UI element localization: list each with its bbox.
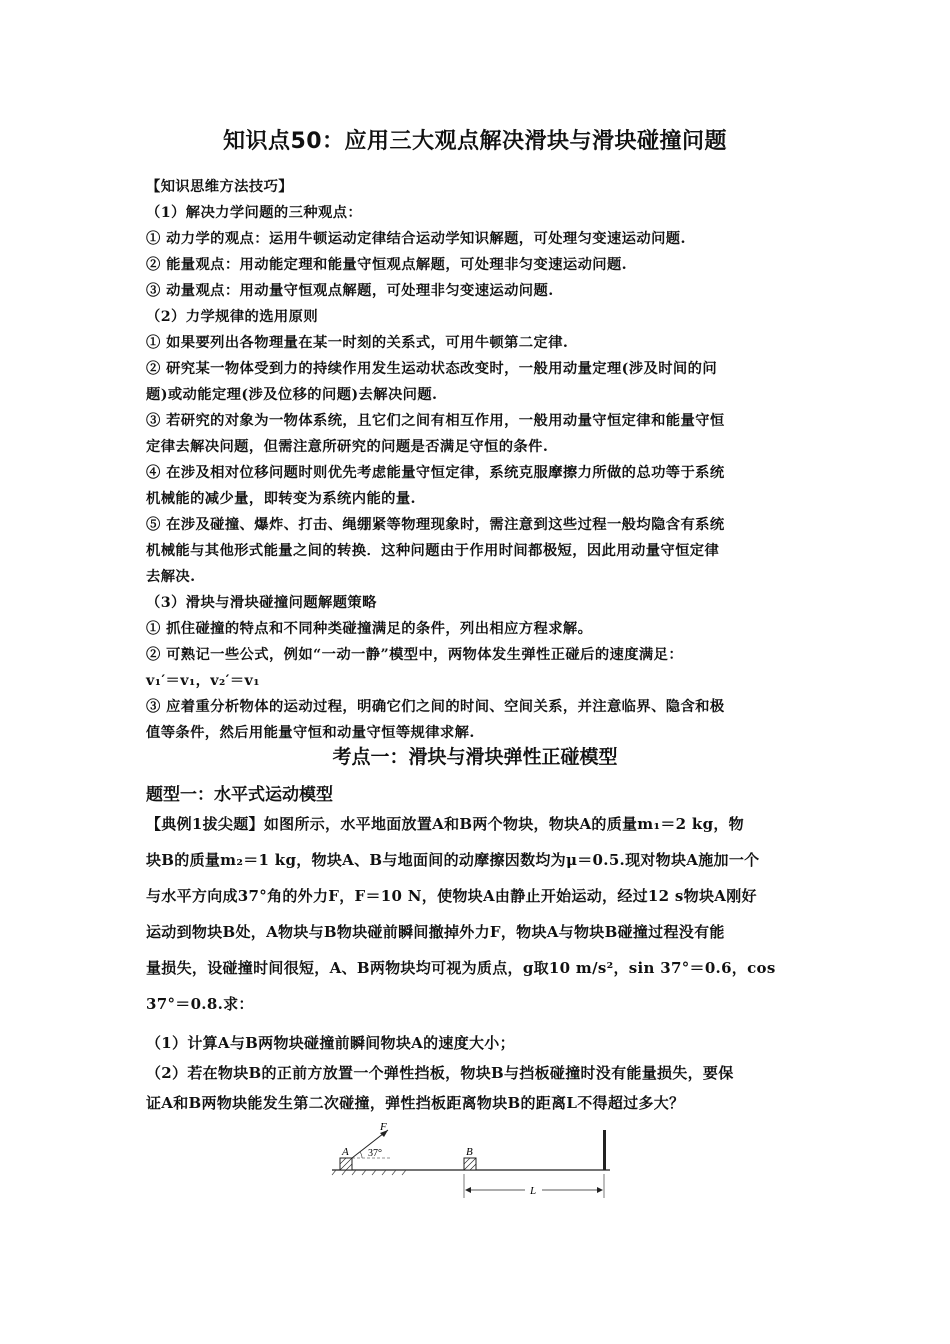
- p2-line: ③ 若研究的对象为一物体系统，且它们之间有相互作用，一般用动量守恒定律和能量守恒: [146, 413, 725, 429]
- dim-arrow-left: [465, 1187, 471, 1193]
- physics-figure: [330, 1120, 620, 1206]
- block-b: [464, 1158, 476, 1170]
- subsection-title: 题型一：水平式运动模型: [146, 785, 333, 805]
- example-line: 与水平方向成37°角的外力F，F＝10 N，使物块A由静止开始运动，经过12 s物块A刚好: [146, 887, 757, 905]
- example-line: 块B的质量m₂＝1 kg，物块A、B与地面间的动摩擦因数均为μ＝0.5.现对物块A施加一个: [146, 851, 760, 869]
- knowledge-block: [146, 174, 806, 746]
- p2-line: 去解决.: [146, 569, 196, 585]
- elastic-barrier: [603, 1130, 606, 1170]
- example-line: 【典例1拔尖题】如图所示，水平地面放置A和B两个物块，物块A的质量m₁＝2 kg，物: [146, 815, 744, 833]
- p3-line: ③ 应着重分析物体的运动过程，明确它们之间的时间、空间关系，并注意临界、隐含和极: [146, 699, 725, 715]
- label-a: A: [342, 1146, 349, 1158]
- question-line: （1）计算A与B两物块碰撞前瞬间物块A的速度大小；: [146, 1034, 515, 1052]
- question-line: 证A和B两物块能发生第二次碰撞，弹性挡板距离物块B的距离L不得超过多大？: [146, 1094, 685, 1112]
- label-l: L: [530, 1185, 537, 1197]
- page-title: 知识点50：应用三大观点解决滑块与滑块碰撞问题: [222, 129, 728, 154]
- p2-line: 机械能与其他形式能量之间的转换．这种问题由于作用时间都极短，因此用动量守恒定律: [146, 543, 720, 559]
- angle-arc: [360, 1152, 362, 1158]
- p3-line: ① 抓住碰撞的特点和不同种类碰撞满足的条件，列出相应方程求解。: [146, 621, 593, 637]
- p3-line: 值等条件，然后用能量守恒和动量守恒等规律求解.: [146, 725, 475, 741]
- p2-line: ⑤ 在涉及碰撞、爆炸、打击、绳绷紧等物理现象时，需注意到这些过程一般均隐含有系统: [146, 517, 725, 533]
- knowledge-heading: 【知识思维方法技巧】: [146, 179, 293, 195]
- p2-line: 定律去解决问题，但需注意所研究的问题是否满足守恒的条件.: [146, 439, 549, 455]
- p2-line: 题)或动能定理(涉及位移的问题)去解决问题.: [146, 387, 438, 403]
- p1-title: （1）解决力学问题的三种观点：: [146, 205, 363, 221]
- label-angle: 37°: [368, 1148, 382, 1159]
- block-a: [340, 1158, 352, 1170]
- p1-item: ③ 动量观点：用动量守恒观点解题，可处理非匀变速运动问题.: [146, 283, 554, 299]
- example-line: 37°＝0.8.求：: [146, 995, 254, 1013]
- question-line: （2）若在物块B的正前方放置一个弹性挡板，物块B与挡板碰撞时没有能量损失，要保: [146, 1064, 734, 1082]
- example-paragraph: [146, 806, 806, 1022]
- label-b: B: [466, 1146, 473, 1158]
- p2-line: ① 如果要列出各物理量在某一时刻的关系式，可用牛顿第二定律.: [146, 335, 569, 351]
- p1-item: ② 能量观点：用动能定理和能量守恒观点解题，可处理非匀变速运动问题.: [146, 257, 628, 273]
- section-title: 考点一：滑块与滑块弹性正碰模型: [332, 746, 618, 768]
- ground-hatch: [332, 1170, 406, 1175]
- p2-line: ② 研究某一物体受到力的持续作用发生运动状态改变时，一般用动量定理(涉及时间的问: [146, 361, 718, 377]
- dim-arrow-right: [597, 1187, 603, 1193]
- p3-line: v₁′＝v₁，v₂′＝v₁: [146, 673, 260, 689]
- questions: [146, 1028, 806, 1118]
- example-line: 运动到物块B处，A物块与B物块碰前瞬间撤掉外力F，物块A与物块B碰撞过程没有能: [146, 923, 725, 941]
- example-line: 量损失，设碰撞时间很短，A、B两物块均可视为质点，g取10 m/s²，sin 37°＝0.6，cos: [146, 959, 776, 977]
- p1-item: ① 动力学的观点：运用牛顿运动定律结合运动学知识解题，可处理匀变速运动问题.: [146, 231, 686, 247]
- p3-title: （3）滑块与滑块碰撞问题解题策略: [146, 595, 377, 611]
- p3-line: ② 可熟记一些公式，例如“一动一静”模型中，两物体发生弹性正碰后的速度满足：: [146, 647, 684, 663]
- p2-line: 机械能的减少量，即转变为系统内能的量.: [146, 491, 416, 507]
- label-f: F: [380, 1121, 387, 1133]
- p2-line: ④ 在涉及相对位移问题时则优先考虑能量守恒定律，系统克服摩擦力所做的总功等于系统: [146, 465, 725, 481]
- p2-title: （2）力学规律的选用原则: [146, 309, 319, 325]
